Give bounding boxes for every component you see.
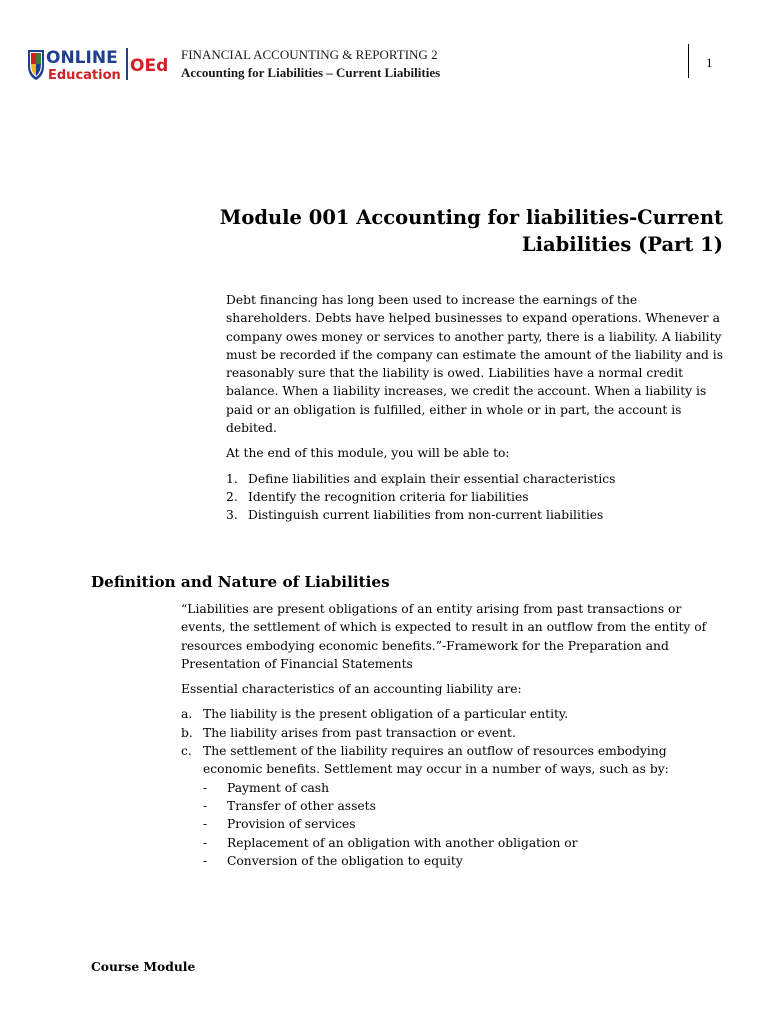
dash-marker: -	[203, 817, 208, 832]
list-marker: a.	[181, 707, 193, 722]
definition-quote: “Liabilities are present obligations of an entity arising from past transactions or events, the settlement of which is expected to result in an outflow from the entity of resources embodying economic benefits.”-Framework for the Preparation and Presentation of Financial Statements	[181, 602, 707, 671]
objective-item	[226, 488, 724, 506]
logo-oed-text: OEd	[130, 56, 169, 76]
definition-section	[181, 600, 726, 870]
settlement-way-text: Payment of cash	[227, 780, 330, 795]
characteristic-item	[181, 724, 726, 742]
objective-text: Identify the recognition criteria for liabilities	[248, 489, 529, 504]
settlement-way-item	[203, 815, 726, 833]
module-title-line2: Liabilities (Part 1)	[521, 233, 723, 256]
settlement-way-item	[203, 797, 726, 815]
characteristics-list	[181, 705, 726, 870]
module-title-line1: Module 001 Accounting for liabilities-Current	[219, 206, 723, 229]
dash-marker: -	[203, 835, 208, 850]
page-number: 1	[706, 55, 713, 70]
settlement-way-text: Transfer of other assets	[227, 798, 376, 813]
characteristic-text: The settlement of the liability requires an outflow of resources embodying economic benefits. Settlement may occur in a number of ways, such as by:	[203, 744, 669, 777]
characteristic-text: The liability arises from past transaction or event.	[203, 725, 516, 740]
settlement-way-text: Provision of services	[227, 817, 356, 832]
characteristics-intro: Essential characteristics of an accounting liability are:	[181, 682, 522, 697]
online-education-logo	[24, 44, 174, 84]
module-title	[203, 204, 723, 258]
running-header	[181, 46, 440, 82]
settlement-way-item	[203, 779, 726, 797]
characteristic-item	[181, 742, 726, 870]
dash-marker: -	[203, 780, 208, 795]
settlement-way-item	[203, 834, 726, 852]
objective-text: Distinguish current liabilities from non-current liabilities	[248, 508, 604, 523]
settlement-way-item	[203, 852, 726, 870]
objective-text: Define liabilities and explain their essential characteristics	[248, 471, 616, 486]
logo-education-text: Education	[48, 68, 121, 83]
settlement-way-text: Replacement of an obligation with another obligation or	[227, 835, 578, 850]
dash-marker: -	[203, 853, 208, 868]
course-title: FINANCIAL ACCOUNTING & REPORTING 2	[181, 47, 438, 62]
dash-marker: -	[203, 798, 208, 813]
objectives-lead-in: At the end of this module, you will be able to:	[226, 446, 510, 461]
list-marker: 1.	[226, 471, 238, 486]
intro-paragraph: Debt financing has long been used to increase the earnings of the shareholders. Debts have helped businesses to expand operations. Whenever a company owes money or services to another party, there is a liability. A liability must be recorded if the company can estimate the amount of the liability and is reasonably sure that the liability is owed. Liabilities have a normal credit balance. When a liability increases, we credit the account. When a liability is paid or an obligation is fulfilled, either in whole or in part, the account is debited.	[226, 293, 724, 436]
section-heading: Definition and Nature of Liabilities	[91, 573, 390, 591]
characteristic-item	[181, 705, 726, 723]
characteristic-text: The liability is the present obligation of a particular entity.	[203, 707, 569, 722]
list-marker: 2.	[226, 489, 238, 504]
objectives-list	[226, 470, 724, 525]
objective-item	[226, 506, 724, 524]
header-divider	[688, 44, 689, 78]
list-marker: c.	[181, 744, 192, 759]
footer-course-module: Course Module	[91, 959, 196, 974]
logo-online-text: ONLINE	[46, 48, 118, 68]
settlement-ways-list	[203, 779, 726, 870]
intro-section	[226, 291, 724, 525]
objective-item	[226, 470, 724, 488]
settlement-way-text: Conversion of the obligation to equity	[227, 853, 463, 868]
topic-title: Accounting for Liabilities – Current Liabilities	[181, 65, 441, 80]
list-marker: 3.	[226, 508, 238, 523]
list-marker: b.	[181, 725, 193, 740]
